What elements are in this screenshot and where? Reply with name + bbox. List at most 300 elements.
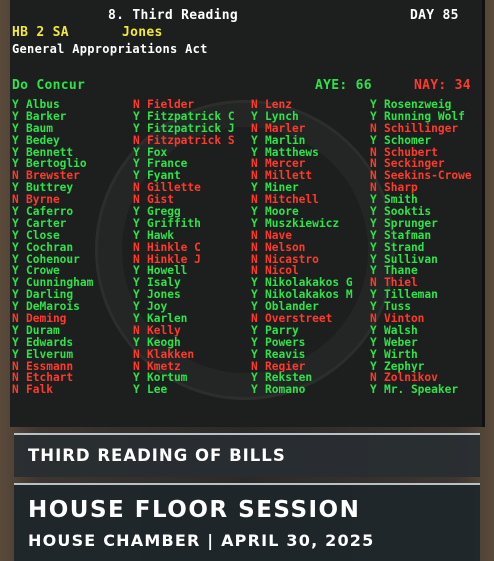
- legislator-name: Barker: [26, 110, 67, 123]
- vote-value: N: [370, 182, 377, 195]
- vote-row: [370, 218, 485, 230]
- legislator-name: Oblander: [265, 301, 319, 314]
- vote-row: [251, 218, 373, 230]
- vote-row: [251, 384, 373, 396]
- session-banner: [14, 483, 480, 561]
- vote-row: [370, 194, 485, 206]
- vote-row: [133, 313, 255, 325]
- vote-row: [12, 265, 134, 277]
- vote-row: [12, 135, 134, 147]
- vote-value: Y: [12, 289, 19, 302]
- vote-value: Y: [251, 372, 258, 385]
- vote-row: [133, 230, 255, 242]
- vote-value: Y: [133, 146, 140, 159]
- bill-title: General Appropriations Act: [12, 42, 208, 56]
- vote-value: Y: [251, 277, 258, 290]
- vote-value: N: [12, 360, 19, 373]
- legislator-name: Bertoglio: [26, 158, 87, 171]
- legislator-name: Matthews: [265, 146, 319, 159]
- vote-row: [251, 135, 373, 147]
- legislator-name: Zolnikov: [384, 372, 438, 385]
- vote-value: Y: [133, 277, 140, 290]
- vote-row: [370, 337, 485, 349]
- vote-value: Y: [12, 182, 19, 195]
- legislator-name: Regier: [265, 360, 306, 373]
- vote-value: Y: [12, 158, 19, 171]
- vote-row: [12, 325, 134, 337]
- vote-value: Y: [12, 110, 19, 123]
- legislator-name: Seckinger: [384, 158, 445, 171]
- vote-row: [251, 194, 373, 206]
- vote-value: Y: [370, 253, 377, 266]
- legislator-name: Stafman: [384, 229, 432, 242]
- bill-sponsor: Jones: [122, 25, 163, 40]
- vote-row: [12, 230, 134, 242]
- vote-row: [133, 147, 255, 159]
- vote-value: N: [133, 253, 140, 266]
- vote-value: N: [251, 99, 258, 111]
- vote-row: [133, 289, 255, 301]
- vote-row: [133, 170, 255, 182]
- legislator-name: Seekins-Crowe: [384, 170, 472, 183]
- vote-value: Y: [370, 229, 377, 242]
- legislator-name: Close: [26, 229, 60, 242]
- reading-label: THIRD READING OF BILLS: [28, 446, 286, 465]
- vote-row: [251, 372, 373, 384]
- vote-row: [370, 182, 485, 194]
- legislator-name: Byrne: [26, 194, 60, 207]
- roll-column-2: [133, 99, 255, 396]
- vote-value: Y: [12, 253, 19, 266]
- vote-row: [251, 99, 373, 111]
- legislator-name: Mitchell: [265, 194, 319, 207]
- vote-value: N: [251, 170, 258, 183]
- vote-row: [251, 147, 373, 159]
- vote-value: Y: [133, 217, 140, 230]
- vote-row: [370, 99, 485, 111]
- legislator-name: Cochran: [26, 241, 74, 254]
- vote-row: [133, 218, 255, 230]
- aye-count: AYE: 66: [315, 78, 372, 93]
- vote-row: [370, 158, 485, 170]
- vote-value: Y: [251, 301, 258, 314]
- roll-column-1: [12, 99, 134, 396]
- vote-row: [133, 242, 255, 254]
- legislator-name: Gillette: [147, 182, 201, 195]
- legislator-name: Cunningham: [26, 277, 94, 290]
- vote-value: N: [133, 324, 140, 337]
- vote-value: N: [133, 194, 140, 207]
- vote-row: [12, 218, 134, 230]
- vote-row: [133, 372, 255, 384]
- vote-value: Y: [133, 206, 140, 218]
- vote-value: Y: [12, 134, 19, 147]
- vote-row: [133, 361, 255, 373]
- vote-row: [370, 254, 485, 266]
- legislator-name: Overstreet: [265, 313, 333, 325]
- legislator-name: Falk: [26, 384, 53, 397]
- vote-value: N: [133, 99, 140, 111]
- legislator-name: Nicastro: [265, 253, 319, 266]
- legislator-name: Powers: [265, 336, 306, 349]
- vote-row: [251, 158, 373, 170]
- legislator-name: Rosenzweig: [384, 99, 452, 111]
- vote-row: [370, 372, 485, 384]
- legislator-name: Buttrey: [26, 182, 74, 195]
- vote-row: [251, 349, 373, 361]
- legislator-name: Running Wolf: [384, 110, 465, 123]
- legislator-name: Thiel: [384, 277, 418, 290]
- vote-row: [133, 254, 255, 266]
- vote-row: [133, 99, 255, 111]
- legislator-name: Romano: [265, 384, 306, 397]
- vote-value: Y: [370, 110, 377, 123]
- vote-value: N: [133, 360, 140, 373]
- vote-row: [133, 206, 255, 218]
- vote-value: Y: [370, 241, 377, 254]
- vote-value: Y: [133, 384, 140, 397]
- vote-row: [133, 194, 255, 206]
- vote-row: [251, 337, 373, 349]
- vote-row: [251, 111, 373, 123]
- vote-row: [251, 230, 373, 242]
- vote-row: [12, 99, 134, 111]
- vote-value: N: [12, 372, 19, 385]
- vote-value: Y: [12, 301, 19, 314]
- vote-value: Y: [12, 277, 19, 290]
- vote-value: Y: [370, 217, 377, 230]
- legislator-name: Kortum: [147, 372, 188, 385]
- vote-value: Y: [133, 336, 140, 349]
- vote-row: [370, 230, 485, 242]
- session-subtitle: HOUSE CHAMBER | APRIL 30, 2025: [28, 531, 375, 550]
- vote-value: N: [370, 170, 377, 183]
- vote-value: Y: [133, 289, 140, 302]
- vote-value: N: [370, 277, 377, 290]
- vote-row: [370, 384, 485, 396]
- legislator-name: Mercer: [265, 158, 306, 171]
- vote-value: Y: [12, 217, 19, 230]
- legislator-name: Smith: [384, 194, 418, 207]
- vote-row: [12, 194, 134, 206]
- vote-value: N: [251, 313, 258, 325]
- vote-row: [370, 206, 485, 218]
- vote-row: [370, 123, 485, 135]
- vote-row: [251, 361, 373, 373]
- legislator-name: Karlen: [147, 313, 188, 325]
- agenda-item: 8. Third Reading: [108, 8, 239, 23]
- vote-row: [12, 384, 134, 396]
- vote-value: N: [370, 146, 377, 159]
- vote-value: N: [251, 122, 258, 135]
- vote-row: [370, 135, 485, 147]
- reading-banner: [14, 433, 480, 477]
- vote-value: Y: [370, 206, 377, 218]
- vote-value: N: [133, 348, 140, 361]
- vote-row: [251, 301, 373, 313]
- vote-row: [12, 361, 134, 373]
- vote-value: N: [370, 122, 377, 135]
- legislator-name: Fitzpatrick J: [147, 122, 235, 135]
- vote-board: [10, 0, 485, 427]
- vote-row: [133, 277, 255, 289]
- legislator-name: Kmetz: [147, 360, 181, 373]
- vote-row: [251, 242, 373, 254]
- legislator-name: Muszkiewicz: [265, 217, 340, 230]
- legislator-name: Strand: [384, 241, 425, 254]
- legislator-name: Jones: [147, 289, 181, 302]
- vote-row: [12, 147, 134, 159]
- vote-row: [12, 206, 134, 218]
- vote-row: [251, 325, 373, 337]
- vote-value: N: [370, 158, 377, 171]
- vote-row: [251, 206, 373, 218]
- legislator-name: Albus: [26, 99, 60, 111]
- vote-row: [133, 182, 255, 194]
- legislator-name: Joy: [147, 301, 168, 314]
- vote-row: [370, 301, 485, 313]
- vote-value: Y: [251, 384, 258, 397]
- vote-value: Y: [370, 289, 377, 302]
- legislator-name: Nelson: [265, 241, 306, 254]
- legislator-name: Marler: [265, 122, 306, 135]
- vote-row: [12, 242, 134, 254]
- legislator-name: Caferro: [26, 206, 74, 218]
- vote-row: [12, 170, 134, 182]
- roll-column-4: [370, 99, 485, 396]
- legislator-name: Thane: [384, 265, 418, 278]
- vote-value: Y: [133, 229, 140, 242]
- vote-value: Y: [370, 301, 377, 314]
- vote-value: Y: [251, 146, 258, 159]
- legislator-name: France: [147, 158, 188, 171]
- legislator-name: Hawk: [147, 229, 174, 242]
- vote-value: N: [12, 170, 19, 183]
- vote-value: Y: [133, 372, 140, 385]
- vote-value: N: [251, 241, 258, 254]
- vote-row: [251, 265, 373, 277]
- legislator-name: Miner: [265, 182, 299, 195]
- vote-row: [370, 325, 485, 337]
- vote-value: Y: [133, 158, 140, 171]
- vote-row: [133, 301, 255, 313]
- legislator-name: Griffith: [147, 217, 201, 230]
- vote-row: [370, 361, 485, 373]
- vote-value: Y: [251, 336, 258, 349]
- legislator-name: Sullivan: [384, 253, 438, 266]
- session-title: HOUSE FLOOR SESSION: [28, 497, 361, 523]
- legislator-name: Hinkle C: [147, 241, 201, 254]
- vote-row: [12, 349, 134, 361]
- vote-value: Y: [12, 241, 19, 254]
- vote-value: Y: [12, 265, 19, 278]
- legislator-name: Weber: [384, 336, 418, 349]
- vote-row: [12, 313, 134, 325]
- vote-value: N: [370, 372, 377, 385]
- vote-value: Y: [12, 324, 19, 337]
- vote-value: Y: [12, 122, 19, 135]
- vote-value: Y: [370, 336, 377, 349]
- vote-row: [370, 277, 485, 289]
- roll-column-3: [251, 99, 373, 396]
- legislator-name: Reksten: [265, 372, 313, 385]
- vote-value: N: [251, 265, 258, 278]
- vote-row: [133, 158, 255, 170]
- vote-value: N: [133, 134, 140, 147]
- vote-value: Y: [133, 265, 140, 278]
- vote-row: [370, 349, 485, 361]
- legislator-name: Brewster: [26, 170, 80, 183]
- legislator-name: Schillinger: [384, 122, 459, 135]
- vote-value: Y: [370, 348, 377, 361]
- legislator-name: Fitzpatrick S: [147, 134, 235, 147]
- vote-row: [133, 325, 255, 337]
- vote-value: N: [251, 229, 258, 242]
- vote-value: N: [251, 194, 258, 207]
- vote-row: [133, 265, 255, 277]
- vote-motion: Do Concur: [12, 78, 86, 93]
- legislator-name: Baum: [26, 122, 53, 135]
- vote-value: Y: [133, 170, 140, 183]
- vote-value: Y: [12, 146, 19, 159]
- vote-value: Y: [370, 99, 377, 111]
- legislator-name: Fox: [147, 146, 168, 159]
- vote-value: Y: [12, 206, 19, 218]
- bill-number: HB 2 SA: [12, 25, 69, 40]
- legislator-name: Sprunger: [384, 217, 438, 230]
- vote-row: [370, 170, 485, 182]
- legislator-name: Schubert: [384, 146, 438, 159]
- vote-row: [12, 277, 134, 289]
- vote-row: [251, 170, 373, 182]
- session-day: DAY 85: [410, 8, 459, 23]
- vote-value: N: [12, 194, 19, 207]
- vote-row: [370, 265, 485, 277]
- vote-value: Y: [133, 110, 140, 123]
- vote-row: [12, 337, 134, 349]
- legislator-name: Bennett: [26, 146, 74, 159]
- legislator-name: Crowe: [26, 265, 60, 278]
- vote-row: [12, 301, 134, 313]
- legislator-name: Duram: [26, 324, 60, 337]
- legislator-name: Marlin: [265, 134, 306, 147]
- vote-value: Y: [251, 206, 258, 218]
- legislator-name: Fitzpatrick C: [147, 110, 235, 123]
- legislator-name: Klakken: [147, 348, 195, 361]
- legislator-name: Keogh: [147, 336, 181, 349]
- vote-row: [133, 111, 255, 123]
- vote-row: [133, 337, 255, 349]
- legislator-name: Edwards: [26, 336, 74, 349]
- vote-row: [133, 349, 255, 361]
- vote-value: N: [251, 253, 258, 266]
- vote-value: Y: [133, 313, 140, 325]
- vote-value: Y: [251, 134, 258, 147]
- vote-value: Y: [12, 348, 19, 361]
- vote-value: Y: [370, 134, 377, 147]
- vote-value: Y: [251, 217, 258, 230]
- vote-value: Y: [251, 110, 258, 123]
- vote-value: Y: [133, 301, 140, 314]
- vote-row: [133, 123, 255, 135]
- vote-value: Y: [133, 122, 140, 135]
- legislator-name: DeMarois: [26, 301, 80, 314]
- vote-value: N: [251, 158, 258, 171]
- vote-row: [370, 313, 485, 325]
- vote-value: Y: [251, 348, 258, 361]
- legislator-name: Lee: [147, 384, 168, 397]
- legislator-name: Walsh: [384, 324, 418, 337]
- legislator-name: Kelly: [147, 324, 181, 337]
- nay-count: NAY: 34: [414, 78, 471, 93]
- legislator-name: Fielder: [147, 99, 195, 111]
- vote-row: [251, 123, 373, 135]
- vote-value: Y: [370, 194, 377, 207]
- legislator-name: Nave: [265, 229, 292, 242]
- vote-row: [251, 182, 373, 194]
- legislator-name: Nikolakakos G: [265, 277, 353, 290]
- legislator-name: Lynch: [265, 110, 299, 123]
- legislator-name: Elverum: [26, 348, 74, 361]
- legislator-name: Reavis: [265, 348, 306, 361]
- legislator-name: Darling: [26, 289, 74, 302]
- legislator-name: Gist: [147, 194, 174, 207]
- vote-value: N: [133, 182, 140, 195]
- legislator-name: Sooktis: [384, 206, 432, 218]
- vote-row: [12, 372, 134, 384]
- vote-row: [12, 158, 134, 170]
- legislator-name: Bedey: [26, 134, 60, 147]
- legislator-name: Deming: [26, 313, 67, 325]
- vote-row: [12, 254, 134, 266]
- legislator-name: Zephyr: [384, 360, 425, 373]
- legislator-name: Hinkle J: [147, 253, 201, 266]
- vote-value: Y: [12, 336, 19, 349]
- vote-value: Y: [12, 99, 19, 111]
- vote-value: Y: [370, 265, 377, 278]
- legislator-name: Mr. Speaker: [384, 384, 459, 397]
- vote-row: [133, 135, 255, 147]
- vote-row: [251, 289, 373, 301]
- vote-value: N: [12, 384, 19, 397]
- vote-row: [251, 313, 373, 325]
- legislator-name: Sharp: [384, 182, 418, 195]
- legislator-name: Howell: [147, 265, 188, 278]
- legislator-name: Isaly: [147, 277, 181, 290]
- vote-value: N: [133, 241, 140, 254]
- vote-value: Y: [370, 384, 377, 397]
- vote-row: [12, 289, 134, 301]
- legislator-name: Tilleman: [384, 289, 438, 302]
- vote-value: Y: [370, 324, 377, 337]
- legislator-name: Cohenour: [26, 253, 80, 266]
- legislator-name: Etchart: [26, 372, 74, 385]
- vote-row: [251, 254, 373, 266]
- legislator-name: Nicol: [265, 265, 299, 278]
- legislator-name: Vinton: [384, 313, 425, 325]
- legislator-name: Lenz: [265, 99, 292, 111]
- legislator-name: Gregg: [147, 206, 181, 218]
- vote-row: [370, 242, 485, 254]
- vote-row: [370, 147, 485, 159]
- legislator-name: Parry: [265, 324, 299, 337]
- vote-row: [370, 289, 485, 301]
- vote-value: Y: [12, 229, 19, 242]
- vote-row: [251, 277, 373, 289]
- vote-row: [370, 111, 485, 123]
- vote-value: Y: [251, 324, 258, 337]
- vote-row: [12, 123, 134, 135]
